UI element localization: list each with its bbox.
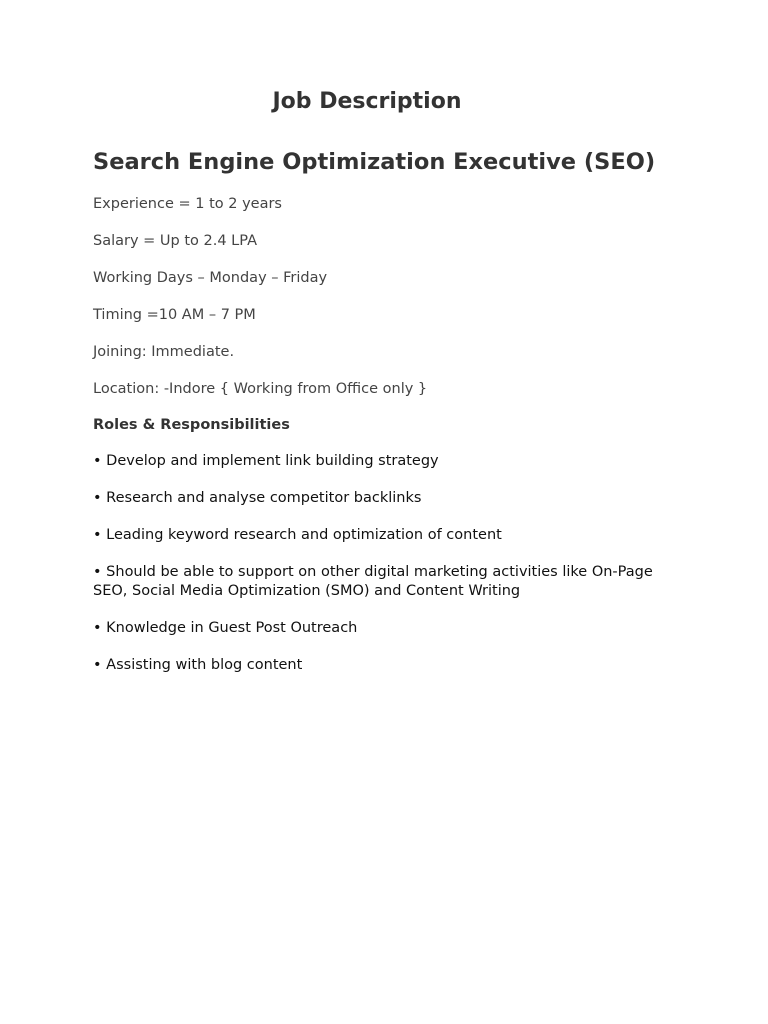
- list-item: [93, 563, 673, 601]
- responsibilities-list: [93, 452, 673, 693]
- document-title: Job Description: [272, 89, 462, 114]
- responsibility-text: Develop and implement link building strategy: [106, 453, 439, 469]
- detail-experience: Experience = 1 to 2 years: [93, 196, 282, 212]
- bullet-icon: •: [93, 490, 102, 506]
- list-item: [93, 619, 673, 638]
- bullet-icon: •: [93, 620, 102, 636]
- list-item: [93, 452, 673, 471]
- responsibility-text: Research and analyse competitor backlinks: [106, 490, 422, 506]
- bullet-icon: •: [93, 453, 102, 469]
- bullet-icon: •: [93, 527, 102, 543]
- detail-joining: Joining: Immediate.: [93, 344, 235, 360]
- job-title: Search Engine Optimization Executive (SEO): [93, 149, 656, 175]
- responsibility-text: Knowledge in Guest Post Outreach: [106, 620, 358, 636]
- list-item: [93, 526, 673, 545]
- detail-salary: Salary = Up to 2.4 LPA: [93, 233, 257, 249]
- detail-working-days: Working Days – Monday – Friday: [93, 270, 328, 286]
- detail-timing: Timing =10 AM – 7 PM: [93, 307, 256, 323]
- detail-location: Location: -Indore { Working from Office only }: [93, 381, 428, 397]
- list-item: [93, 656, 673, 675]
- list-item: [93, 489, 673, 508]
- bullet-icon: •: [93, 657, 102, 673]
- responsibility-text: Assisting with blog content: [106, 657, 303, 673]
- responsibilities-heading: Roles & Responsibilities: [93, 417, 290, 433]
- responsibility-text: Should be able to support on other digital marketing activities like On-Page SEO, Social Media Optimization (SMO) and Content Writing: [93, 564, 653, 599]
- bullet-icon: •: [93, 564, 102, 580]
- responsibility-text: Leading keyword research and optimization of content: [106, 527, 502, 543]
- job-details-list: [93, 194, 427, 416]
